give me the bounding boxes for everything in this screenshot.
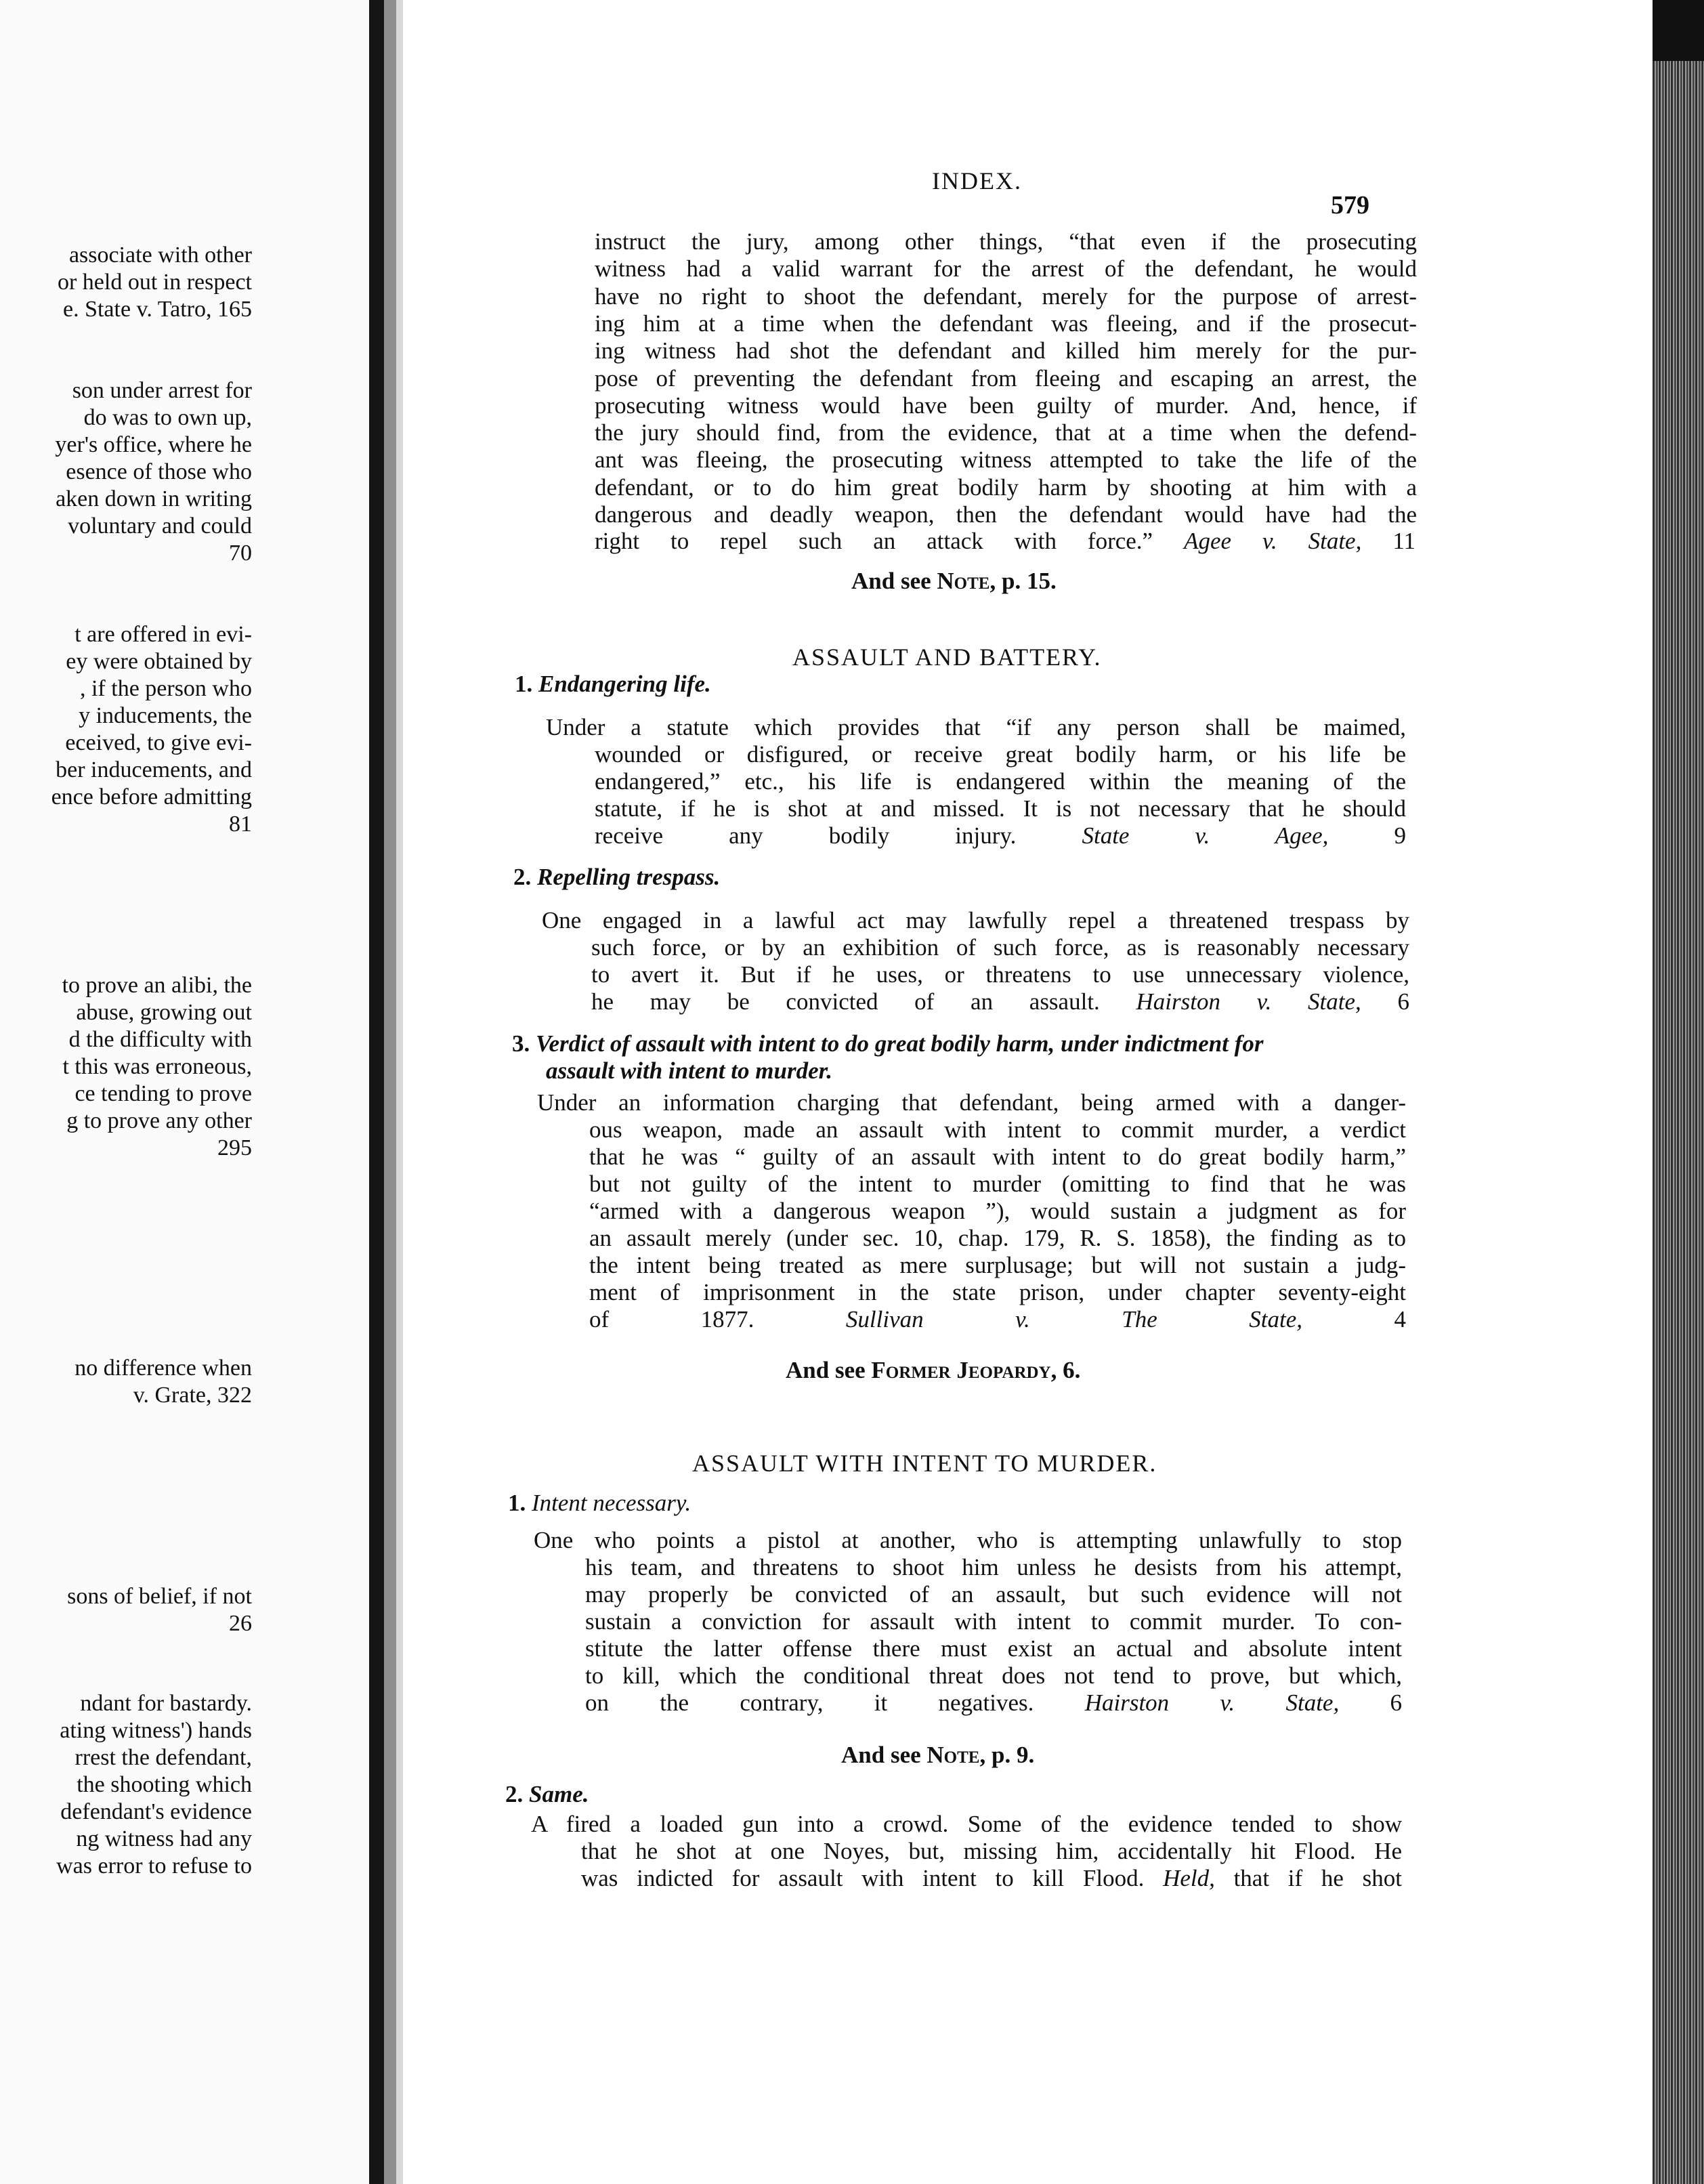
left-page-line: sons of belief, if not bbox=[67, 1584, 252, 1609]
left-page-line: d the difficulty with bbox=[68, 1027, 252, 1052]
page-edges-top-shadow bbox=[1653, 0, 1704, 61]
ab-entry-3-citation: Sullivan v. The State, bbox=[845, 1306, 1303, 1332]
paragraph-line: dangerous and deadly weapon, then the defendant would have had the bbox=[595, 501, 1417, 528]
left-page-line: aken down in writing bbox=[56, 486, 252, 511]
ab-see-prefix: And see bbox=[786, 1357, 872, 1383]
paragraph-line: Under an information charging that defendant, being armed with a danger- bbox=[537, 1089, 1406, 1116]
intro-last-line bbox=[595, 528, 1415, 555]
left-page-line: defendant's evidence bbox=[60, 1799, 252, 1824]
paragraph-line: “armed with a dangerous weapon ”), would sustain a judgment as for bbox=[589, 1198, 1406, 1224]
ab-entry-2-citation: Hairston v. State, bbox=[1136, 988, 1361, 1015]
ab-entry-3-page: 4 bbox=[1394, 1306, 1407, 1332]
ab-entry-1-title: Endangering life. bbox=[538, 671, 711, 697]
paragraph-line: his team, and threatens to shoot him unless he desists from his attempt, bbox=[585, 1554, 1402, 1580]
am-see-prefix: And see bbox=[841, 1742, 927, 1768]
paragraph-line: may properly be convicted of an assault, but such evidence will not bbox=[585, 1581, 1402, 1608]
ab-entry-3-last-line bbox=[589, 1306, 1406, 1333]
paragraph-line: the intent being treated as mere surplusage; but will not sustain a judg- bbox=[589, 1252, 1406, 1278]
paragraph-line: sustain a conviction for assault with intent to commit murder. To con- bbox=[585, 1608, 1402, 1635]
heading-assault-and-battery: ASSAULT AND BATTERY. bbox=[792, 644, 1102, 671]
am-entry-2-held: Held, bbox=[1163, 1865, 1215, 1891]
paragraph-line: defendant, or to do him great bodily harm by shooting at him with a bbox=[595, 474, 1417, 501]
left-page-line: abuse, growing out bbox=[76, 1000, 252, 1025]
page-gutter-shadow bbox=[396, 0, 403, 2184]
paragraph-line: One engaged in a lawful act may lawfully repel a threatened trespass by bbox=[542, 907, 1409, 933]
ab-entry-1-citation: State v. Agee, bbox=[1082, 822, 1329, 849]
intro-see-suffix: , p. 15. bbox=[989, 568, 1057, 594]
left-page-line: ence before admitting bbox=[51, 784, 252, 810]
paragraph-line: an assault merely (under sec. 10, chap. 179, R. S. 1858), the finding as to bbox=[589, 1225, 1406, 1251]
paragraph-line: that he shot at one Noyes, but, missing him, accidentally hit Flood. He bbox=[581, 1838, 1402, 1864]
paragraph-line: to avert it. But if he uses, or threatens to use unnecessary violence, bbox=[591, 961, 1409, 988]
am-see-suffix: , p. 9. bbox=[979, 1742, 1035, 1768]
left-page-line: no difference when bbox=[74, 1356, 252, 1381]
paragraph-line: ing witness had shot the defendant and killed him merely for the pur- bbox=[595, 337, 1417, 364]
am-entry-2-title: Same. bbox=[529, 1781, 589, 1807]
left-page-line: voluntary and could bbox=[68, 513, 252, 539]
am-entry-1-number: 1. bbox=[508, 1490, 526, 1516]
left-page-line: do was to own up, bbox=[83, 405, 252, 430]
page-gutter bbox=[384, 0, 396, 2184]
am-entry-2-heading bbox=[505, 1781, 589, 1808]
ab-entry-2-page: 6 bbox=[1397, 988, 1409, 1015]
book-spine bbox=[369, 0, 384, 2184]
am-entry-1-heading bbox=[508, 1490, 691, 1517]
left-page-line: g to prove any other bbox=[66, 1108, 252, 1133]
paragraph-line: the jury should find, from the evidence, that at a time when the defend- bbox=[595, 419, 1417, 446]
paragraph-line: to kill, which the conditional threat does not tend to prove, but which, bbox=[585, 1662, 1402, 1689]
ab-entry-3-title: Verdict of assault with intent to do great bodily harm, under indictment for bbox=[536, 1030, 1264, 1057]
am-entry-1-last-text: on the contrary, it negatives. bbox=[585, 1689, 1034, 1716]
ab-entry-3-heading bbox=[512, 1030, 1263, 1057]
left-page-line: was error to refuse to bbox=[56, 1853, 252, 1878]
left-page-line: esence of those who bbox=[66, 459, 252, 484]
left-page-line: e. State v. Tatro, 165 bbox=[62, 297, 252, 322]
am-entry-1-citation: Hairston v. State, bbox=[1084, 1689, 1340, 1716]
ab-entry-2-heading bbox=[513, 864, 720, 891]
am-entry-2-after: that if he shot bbox=[1214, 1865, 1403, 1891]
left-page-line: rrest the defendant, bbox=[74, 1745, 252, 1770]
left-page-line: ating witness') hands bbox=[60, 1718, 252, 1743]
am-entry-1-last-line bbox=[585, 1689, 1402, 1717]
am-entry-2-number: 2. bbox=[505, 1781, 524, 1807]
paragraph-line: but not guilty of the intent to murder (omitting to find that he was bbox=[589, 1171, 1406, 1197]
ab-see-suffix: , 6. bbox=[1050, 1357, 1081, 1383]
left-page-line: associate with other bbox=[68, 243, 252, 268]
left-page-line: to prove an alibi, the bbox=[62, 973, 252, 998]
left-page-line: ber inducements, and bbox=[56, 757, 252, 782]
paragraph-line: wounded or disfigured, or receive great bodily harm, or his life be bbox=[595, 741, 1406, 768]
intro-see-also bbox=[851, 568, 1057, 595]
left-page-line: t this was erroneous, bbox=[62, 1054, 252, 1079]
heading-assault-with-intent-to-murder: ASSAULT WITH INTENT TO MURDER. bbox=[692, 1450, 1157, 1477]
left-page-line: ey were obtained by bbox=[66, 649, 252, 674]
paragraph-line: that he was “ guilty of an assault with intent to do great bodily harm,” bbox=[589, 1143, 1406, 1170]
am-see-ref: Note bbox=[926, 1742, 980, 1768]
ab-entry-1-last-line bbox=[595, 822, 1406, 849]
paragraph-line: stitute the latter offense there must exist an actual and absolute intent bbox=[585, 1635, 1402, 1662]
left-page-line: yer's office, where he bbox=[55, 432, 252, 457]
left-page-line: v. Grate, 322 bbox=[133, 1383, 252, 1408]
left-page-line: t are offered in evi- bbox=[74, 622, 252, 647]
paragraph-line: Under a statute which provides that “if any person shall be maimed, bbox=[546, 714, 1406, 740]
ab-entry-2-last-line bbox=[591, 988, 1409, 1015]
paragraph-line: endangered,” etc., his life is endangered within the meaning of the bbox=[595, 768, 1406, 795]
paragraph-line: prosecuting witness would have been guilty of murder. And, hence, if bbox=[595, 392, 1417, 419]
ab-entry-3-last-text: of 1877. bbox=[589, 1306, 754, 1332]
running-title: INDEX. bbox=[932, 167, 1022, 194]
paragraph-line: instruct the jury, among other things, “that even if the prosecuting bbox=[595, 228, 1417, 255]
am-entry-2-last-text: was indicted for assault with intent to kill Flood. bbox=[581, 1865, 1145, 1891]
left-page-line: ng witness had any bbox=[76, 1826, 252, 1851]
left-page-line: 26 bbox=[229, 1611, 252, 1636]
page-number: 579 bbox=[1331, 191, 1369, 219]
left-page-line: ce tending to prove bbox=[74, 1081, 252, 1106]
paragraph-line: have no right to shoot the defendant, merely for the purpose of arrest- bbox=[595, 282, 1417, 310]
left-page-line: or held out in respect bbox=[57, 270, 252, 295]
left-page-line: son under arrest for bbox=[72, 378, 252, 403]
ab-entry-1-page: 9 bbox=[1394, 822, 1406, 849]
intro-page: 11 bbox=[1392, 528, 1416, 554]
paragraph-line: ous weapon, made an assault with intent to commit murder, a verdict bbox=[589, 1116, 1406, 1143]
left-page-line: y inducements, the bbox=[79, 703, 252, 728]
ab-see-ref: Former Jeopardy bbox=[871, 1357, 1051, 1383]
paragraph-line: A fired a loaded gun into a crowd. Some of the evidence tended to show bbox=[531, 1811, 1402, 1837]
left-page-line: 295 bbox=[217, 1135, 252, 1160]
left-page-line: the shooting which bbox=[77, 1772, 252, 1797]
ab-entry-1-last-text: receive any bodily injury. bbox=[595, 822, 1017, 849]
ab-entry-3-title-cont: assault with intent to murder. bbox=[546, 1057, 833, 1084]
paragraph-line: pose of preventing the defendant from fleeing and escaping an arrest, the bbox=[595, 364, 1417, 392]
ab-entry-2-title: Repelling trespass. bbox=[537, 864, 721, 890]
am-entry-1-title: Intent necessary. bbox=[532, 1490, 691, 1516]
intro-see-prefix: And see bbox=[851, 568, 937, 594]
intro-citation: Agee v. State, bbox=[1184, 528, 1362, 554]
paragraph-line: ant was fleeing, the prosecuting witness attempted to take the life of the bbox=[595, 446, 1417, 474]
ab-entry-2-last-text: he may be convicted of an assault. bbox=[591, 988, 1100, 1015]
ab-see-also bbox=[786, 1357, 1080, 1384]
left-page-line: 70 bbox=[229, 541, 252, 566]
ab-entry-2-number: 2. bbox=[513, 864, 532, 890]
paragraph-line: witness had a valid warrant for the arrest of the defendant, he would bbox=[595, 255, 1417, 282]
ab-entry-1-heading bbox=[515, 671, 711, 698]
intro-last-text: right to repel such an attack with force.” bbox=[595, 528, 1153, 554]
intro-see-ref: Note bbox=[937, 568, 990, 594]
am-see-also bbox=[841, 1742, 1034, 1769]
left-page-line: , if the person who bbox=[79, 676, 252, 701]
page-edges bbox=[1653, 0, 1704, 2184]
left-page-line: 81 bbox=[229, 812, 252, 837]
paragraph-line: One who points a pistol at another, who is attempting unlawfully to stop bbox=[534, 1527, 1402, 1553]
left-page-line: ndant for bastardy. bbox=[80, 1691, 252, 1716]
paragraph-line: ment of imprisonment in the state prison, under chapter seventy-eight bbox=[589, 1279, 1406, 1305]
am-entry-2-last-line bbox=[581, 1865, 1402, 1892]
ab-entry-3-number: 3. bbox=[512, 1030, 530, 1057]
ab-entry-1-number: 1. bbox=[515, 671, 533, 697]
paragraph-line: statute, if he is shot at and missed. It is not necessary that he should bbox=[595, 795, 1406, 822]
left-page-line: eceived, to give evi- bbox=[65, 730, 252, 755]
paragraph-line: such force, or by an exhibition of such force, as is reasonably necessary bbox=[591, 934, 1409, 961]
am-entry-1-page: 6 bbox=[1390, 1689, 1403, 1716]
paragraph-line: ing him at a time when the defendant was fleeing, and if the prosecut- bbox=[595, 310, 1417, 337]
